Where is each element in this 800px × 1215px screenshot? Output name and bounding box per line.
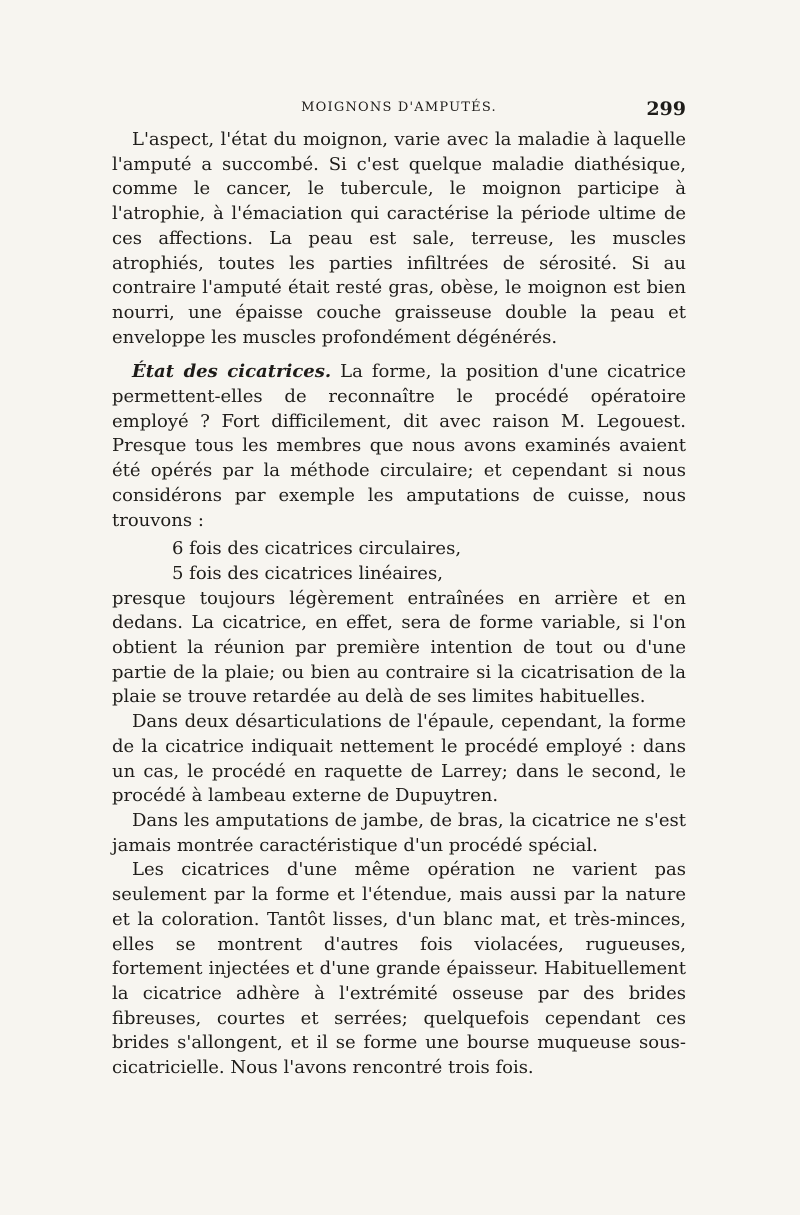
paragraph-stump-aspect: L'aspect, l'état du moignon, varie avec la maladie à laquelle l'amputé a succombé. Si c'est quelque maladie diathésique, comme le cancer, le tubercule, le moignon participe à l'atrophie, à l'émaciation qui caractérise la période ultime de ces affections. La peau est sale, terreuse, les muscles atrophiés, toutes les parties infiltrées de sérosité. Si au contraire l'amputé était resté gras, obèse, le moignon est bien nourri, une épaisse couche graisseuse double la peau et enveloppe les muscles profondément dégénérés. bbox=[112, 129, 686, 348]
paragraph-scar-direction: presque toujours légèrement entraînées en arrière et en dedans. La cicatrice, en effet, sera de forme variable, si l'on obtient la réunion par première intention de tout ou d'une partie de la plaie; ou bien au contraire si la cicatrisation de la plaie se trouve retardée au delà de ses limites habituelles. bbox=[112, 587, 686, 708]
paragraph-leg-arm: Dans les amputations de jambe, de bras, la cicatrice ne s'est jamais montrée caractéristique d'un procédé spécial. bbox=[112, 809, 686, 856]
paragraph-scar-state bbox=[112, 360, 686, 533]
paragraph-shoulder: Dans deux désarticulations de l'épaule, cependant, la forme de la cicatrice indiquait nettement le procédé employé : dans un cas, le procédé en raquette de Larrey; dans le second, le procédé à lambeau externe de Dupuytren. bbox=[112, 711, 686, 807]
section-title: État des cicatrices. bbox=[132, 361, 332, 383]
list-item: 5 fois des cicatrices linéaires, bbox=[172, 562, 443, 584]
running-title: MOIGNONS D'AMPUTÉS. bbox=[301, 100, 497, 115]
section-text: La forme, la position d'une cicatrice permettent-elles de reconnaître le procédé opératoire employé ? Fort difficilement, dit avec raison M. Legouest. Presque tous les membres que nous avons examinés avaient été opérés par la méthode circulaire; et cependant si nous considérons par exemple les amputations de cuisse, nous trouvons : bbox=[112, 361, 687, 531]
scar-count-list bbox=[112, 537, 686, 586]
running-header bbox=[112, 98, 686, 126]
body-text bbox=[112, 128, 686, 1081]
book-page bbox=[112, 98, 686, 1081]
paragraph-scar-nature: Les cicatrices d'une même opération ne varient pas seulement par la forme et l'étendue, mais aussi par la nature et la coloration. Tantôt lisses, d'un blanc mat, et très-minces, elles se montrent d'autres fois violacées, rugueuses, fortement injectées et d'une grande épaisseur. Habituellement la cicatrice adhère à l'extrémité osseuse par des brides fibreuses, courtes et serrées; quelquefois cependant ces brides s'allongent, et il se forme une bourse muqueuse sous-cicatricielle. Nous l'avons rencontré trois fois. bbox=[112, 859, 686, 1079]
list-item: 6 fois des cicatrices circulaires, bbox=[172, 538, 462, 560]
page-number: 299 bbox=[646, 98, 686, 120]
